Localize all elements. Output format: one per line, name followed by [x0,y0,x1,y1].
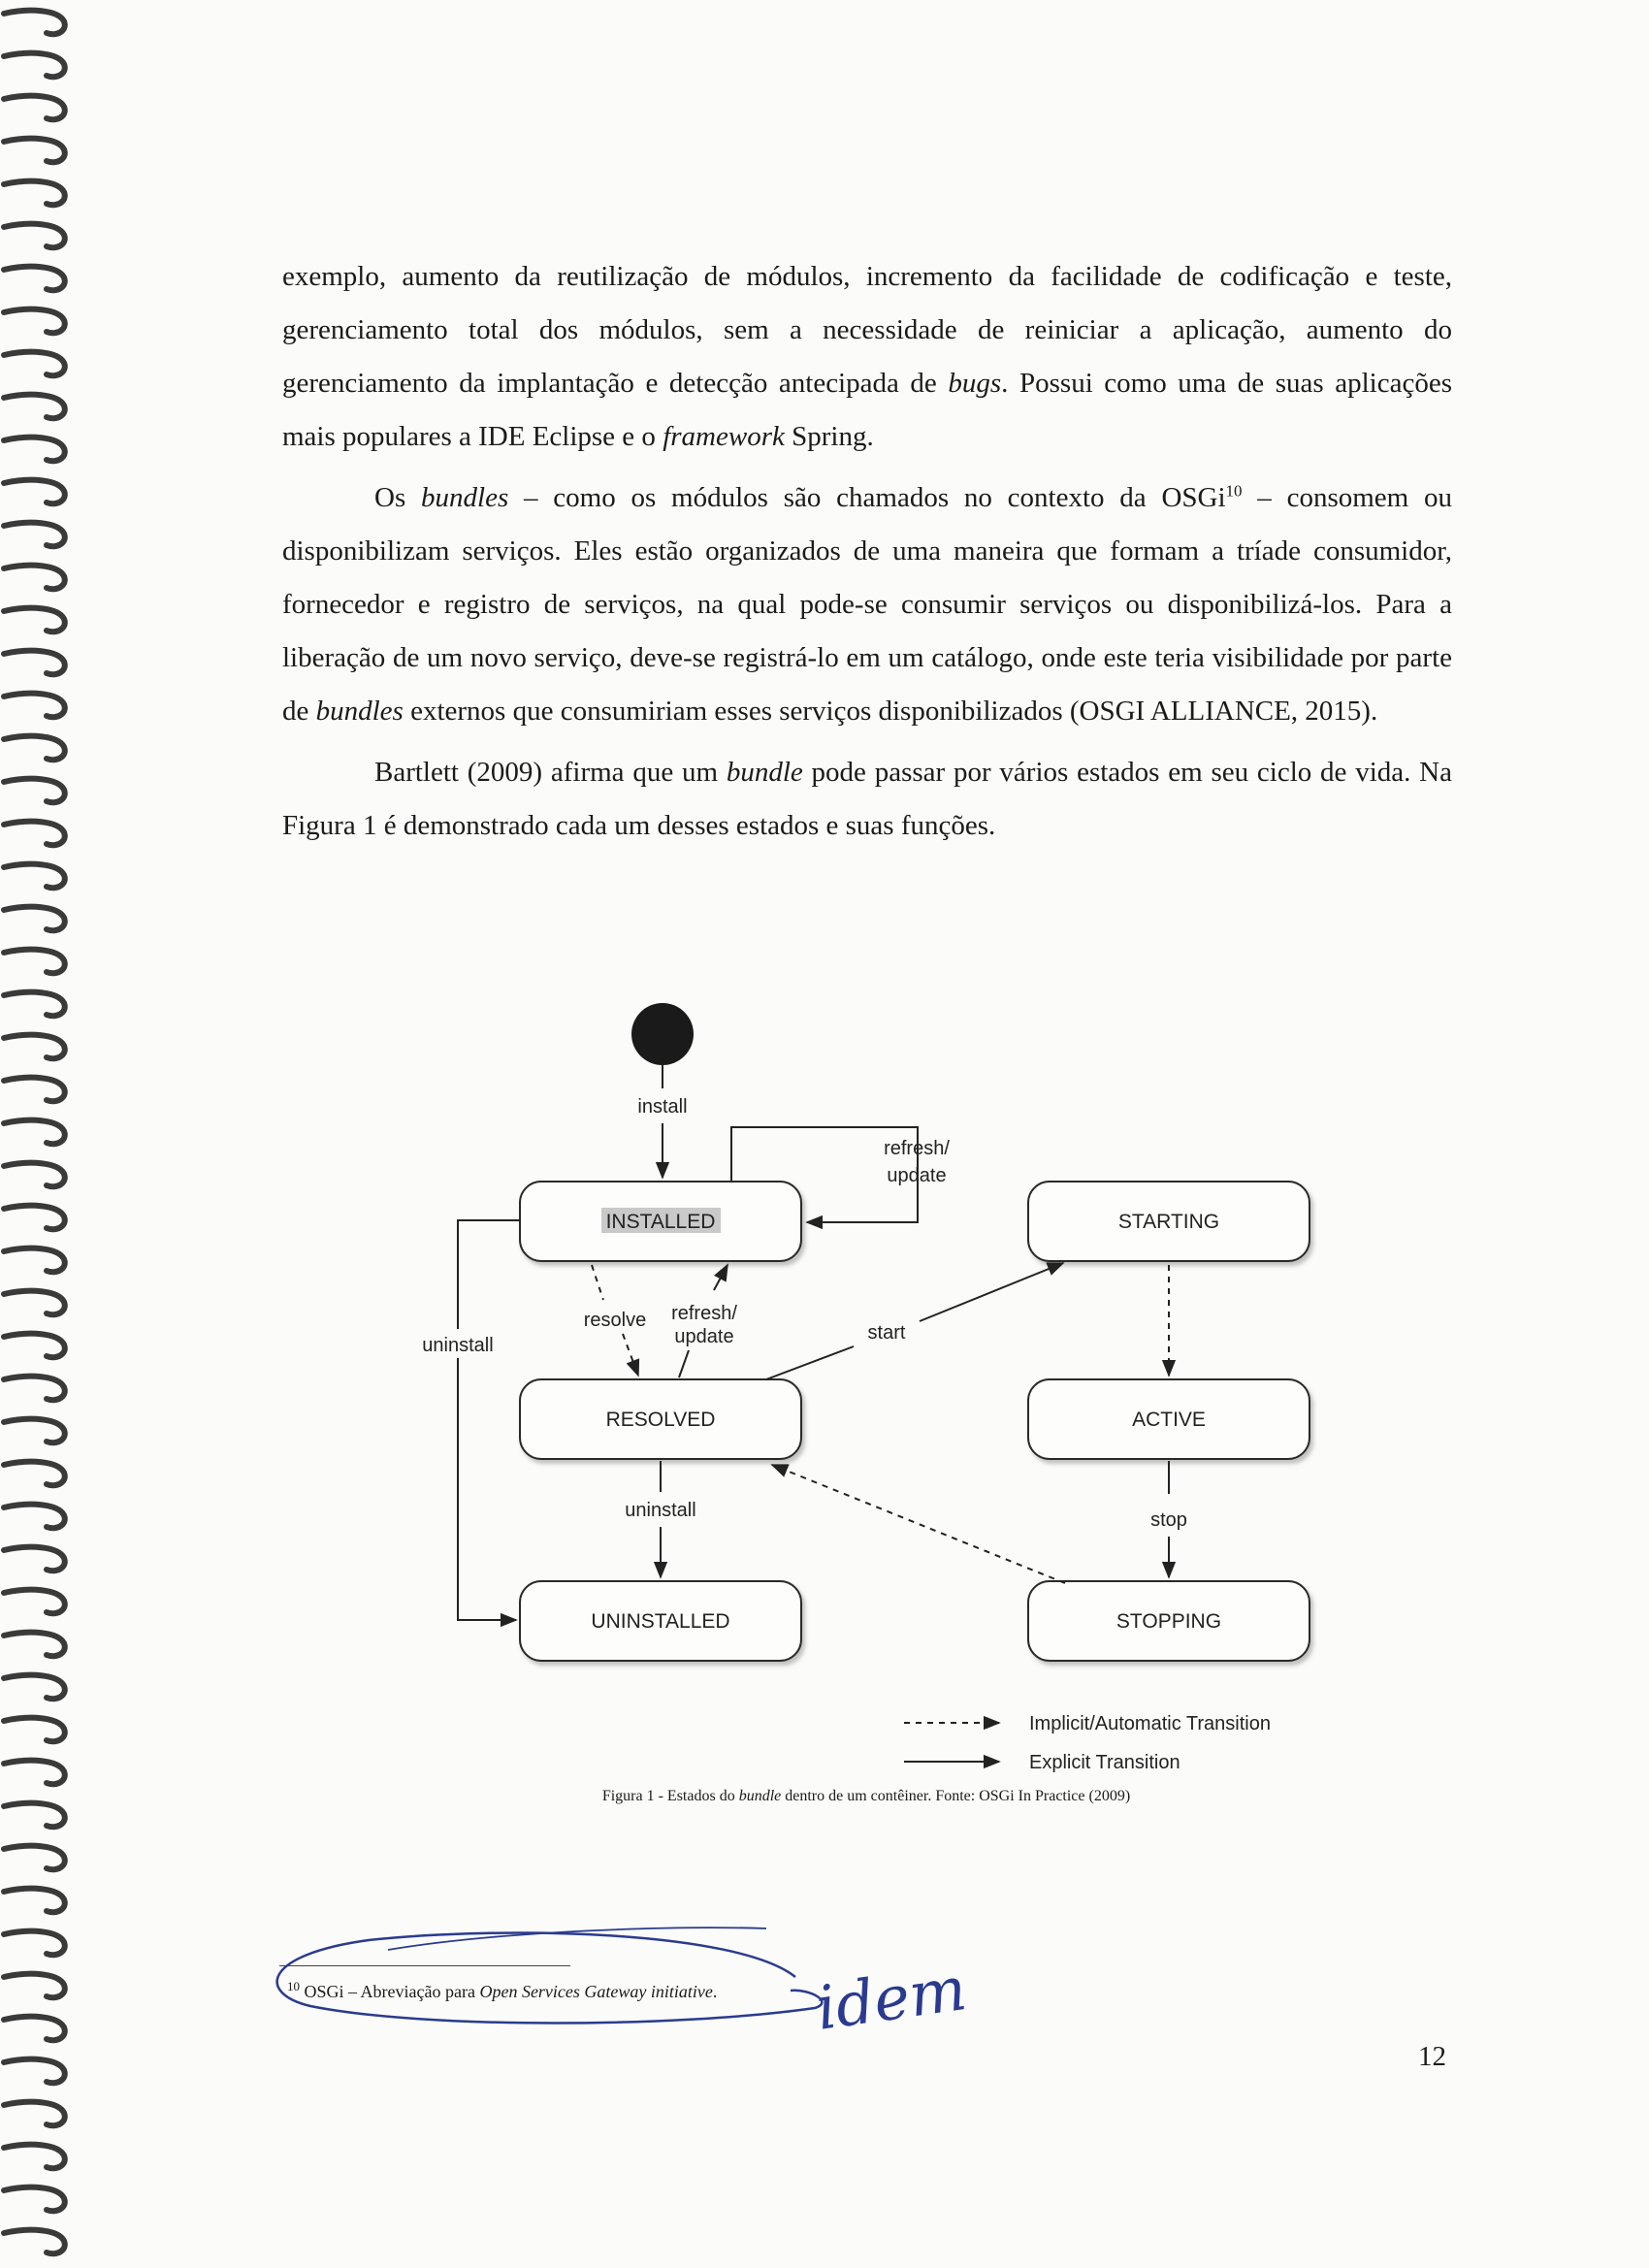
svg-text:ACTIVE: ACTIVE [1132,1409,1206,1431]
state-starting [1028,1182,1310,1261]
uninstall-mid-label: uninstall [625,1500,696,1521]
stop-label: stop [1150,1509,1187,1531]
refresh-label-1: refresh/ [884,1138,950,1159]
stopping-resolved-arrow [772,1465,1065,1583]
legend-explicit-label: Explicit Transition [1029,1752,1180,1773]
start-arrow-b [920,1263,1063,1321]
update-label-2: update [674,1326,734,1347]
svg-text:RESOLVED: RESOLVED [605,1409,716,1431]
svg-text:STARTING: STARTING [1117,1211,1220,1233]
uninstall-left-path [458,1220,520,1620]
refresh-arrow-a [679,1350,689,1377]
state-active [1028,1379,1310,1459]
state-resolved [520,1379,801,1459]
initial-state-node [631,1003,694,1065]
handwritten-idem: idem [811,1952,971,2044]
start-arrow-a [766,1346,854,1379]
state-stopping [1028,1581,1310,1661]
footnote-rule [279,1965,570,1966]
legend-implicit-label: Implicit/Automatic Transition [1029,1713,1271,1734]
uninstall-left-label: uninstall [422,1335,494,1356]
svg-text:STOPPING: STOPPING [1116,1610,1222,1633]
resolve-arrow-b [623,1334,638,1376]
install-label: install [637,1096,688,1118]
paragraph-3: Bartlett (2009) afirma que um bundle pode passar por vários estados em seu ciclo de vida. Na Figura 1 é demonstrado cada um desses estados e suas funções. [282,757,1452,841]
svg-text:UNINSTALLED: UNINSTALLED [591,1610,730,1633]
refresh-arrow-b [714,1265,728,1290]
start-label: start [867,1322,906,1344]
footnote: $^{10}$ OSGi – Abreviação para Open Services Gateway initiative. [287,1979,718,2001]
paragraph-2: Os bundles – como os módulos são chamados no contexto da OSGi$^{10}$ – consomem ou disponibilizam serviços. Eles estão organizados de uma maneira que formam a tríade consumidor, fornecedor e registro de serviços, na qual pode-se consumir serviços ou disponibilizá-los. Para a liberação de um novo serviço, deve-se registrá-lo em um catálogo, onde este teria visibilidade por parte de bundles externos que consumiriam esses serviços disponibilizados (OSGI ALLIANCE, 2015). [282,481,1453,727]
resolve-label: resolve [583,1310,647,1331]
state-uninstalled [520,1581,801,1661]
page-number: 12 [1418,2041,1446,2072]
footnote-ref[interactable]: 10 [1225,481,1243,501]
svg-text:INSTALLED: INSTALLED [605,1211,716,1233]
resolve-arrow-a [592,1265,603,1300]
update-label-1: update [887,1165,947,1186]
paragraph-1: exemplo, aumento da reutilização de módulos, incremento da facilidade de codificação e teste, gerenciamento total dos módulos, sem a necessidade de reiniciar a aplicação, aumento do gerenciamento da implantação e detecção antecipada de bugs. Possui como uma de suas aplicações mais populares a IDE Eclipse e o framework Spring. [282,261,1453,452]
refresh-label-2: refresh/ [671,1303,737,1324]
figure-caption: Figura 1 - Estados do bundle dentro de um contêiner. Fonte: OSGi In Practice (2009) [601,1788,1131,1804]
state-installed [520,1182,801,1261]
